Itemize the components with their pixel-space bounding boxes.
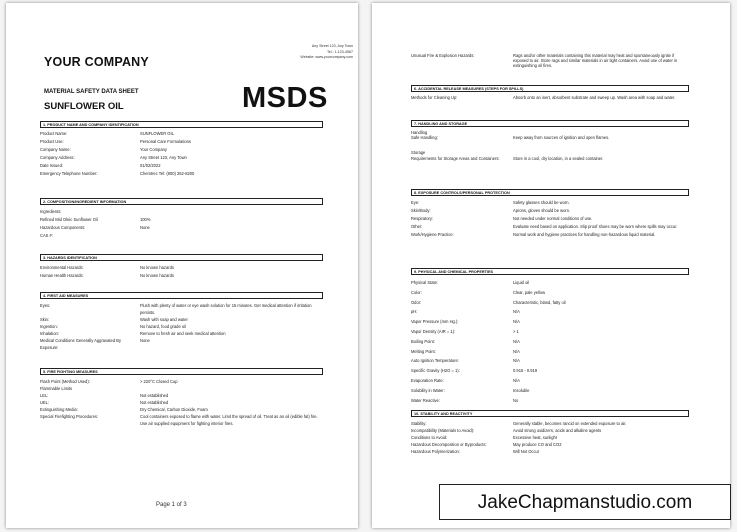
table-row	[411, 441, 689, 448]
field-label: Environmental Hazards:	[40, 265, 84, 270]
section-5-header: 5. FIRE FIGHTING MEASURES	[40, 368, 323, 375]
table-row	[40, 146, 323, 154]
field-value: Rags and/or other materials containing this material may heat and spontaneously ignite if exposed to air. Store rags and similar materials in air tight containers. Avoid use of water in extinguishing oil fires.	[513, 53, 678, 69]
table-row	[40, 337, 323, 351]
field-label: Product Use:	[40, 139, 64, 144]
table-row	[40, 154, 323, 162]
field-label: Company Name:	[40, 147, 71, 152]
section-2-rows	[40, 208, 323, 240]
section-5-rows	[40, 378, 323, 427]
field-label: Hazardous Decomposition or Byproducts:	[411, 442, 487, 447]
field-value: Characteristic, bland, fatty oil	[513, 299, 566, 305]
table-row	[411, 95, 689, 100]
section-3-rows	[40, 264, 323, 280]
table-row	[40, 385, 323, 392]
section-7-header: 7. HANDLING AND STORAGE	[411, 120, 689, 127]
field-value: N/A	[513, 309, 520, 315]
field-label: Flammable Limits	[40, 386, 73, 391]
table-row	[40, 302, 323, 316]
field-label: Boiling Point:	[411, 338, 435, 344]
table-row	[40, 413, 323, 427]
field-label: Respiratory:	[411, 216, 434, 221]
table-row	[411, 199, 689, 207]
company-address	[241, 44, 353, 61]
field-label: Odor:	[411, 299, 422, 305]
table-row	[40, 399, 323, 406]
table-row	[40, 272, 323, 280]
table-row	[411, 448, 689, 455]
field-value: 01/02/2022	[140, 163, 161, 168]
field-value: No known hazards	[140, 265, 174, 270]
field-value: Dry Chemical, Carbon Dioxide, Foam	[140, 407, 208, 412]
table-row	[40, 406, 323, 413]
field-value: Your Company	[140, 147, 167, 152]
table-row	[411, 356, 689, 366]
table-row	[40, 232, 323, 240]
field-value: N/A	[513, 358, 520, 364]
section-8-header: 8. EXPOSURE CONTROLS/PERSONAL PROTECTION	[411, 189, 689, 196]
field-value: Excessive heat, sunlight	[513, 435, 557, 440]
msds-badge: MSDS	[242, 82, 328, 114]
field-label: Evaporation Rate:	[411, 377, 444, 383]
section-10-header: 10. STABILITY AND REACTIVITY	[411, 410, 689, 417]
table-row	[40, 330, 323, 337]
field-label: Hazardous Components:	[40, 225, 86, 230]
field-value: 100%	[140, 217, 151, 222]
field-label: Ingestion:	[40, 324, 58, 329]
field-value: Personal Care Formulations	[140, 139, 191, 144]
field-label: UEL:	[40, 400, 50, 405]
field-label: pH:	[411, 309, 418, 315]
table-row	[40, 224, 323, 232]
field-value: N/A	[513, 377, 520, 383]
field-label: Work/Hygiene Practice:	[411, 232, 454, 237]
table-row	[411, 396, 689, 406]
section-9-header: 9. PHYSICAL AND CHEMICAL PROPERTIES	[411, 268, 689, 275]
field-value: No known hazards	[140, 273, 174, 278]
field-label: Incompatibility (Materials to Avoid):	[411, 428, 475, 433]
field-value: Aprons, gloves should be worn.	[513, 208, 571, 213]
section-4-rows	[40, 302, 323, 351]
field-label: Methods for Cleaning Up:	[411, 95, 458, 100]
table-row	[40, 170, 323, 178]
field-label: Water Reactive:	[411, 397, 440, 403]
watermark: JakeChapmanstudio.com	[439, 484, 731, 520]
table-row	[411, 278, 689, 288]
field-label: Refined Mid Oleic Sunflower Oil	[40, 217, 98, 222]
field-label: Emergency Telephone Number:	[40, 171, 98, 176]
section-3-header: 3. HAZARDS IDENTIFICATION	[40, 254, 323, 261]
table-row	[40, 162, 323, 170]
table-row	[411, 366, 689, 376]
table-row	[411, 337, 689, 347]
table-row	[40, 378, 323, 385]
handling-label: Handling	[411, 130, 428, 135]
field-value: 0.915 - 0.919	[513, 368, 538, 374]
field-value: Store in a cool, dry location, in a sealed container.	[513, 155, 604, 161]
field-label: Physical State:	[411, 280, 439, 285]
section-2-header: 2. COMPOSITION/INGREDIENT INFORMATION	[40, 198, 323, 205]
field-value: No hazard, food grade oil	[140, 324, 186, 329]
table-row	[40, 316, 323, 323]
field-label: Medical Conditions Generally Aggravated By Exposure:	[40, 338, 122, 350]
section-9-rows	[411, 278, 689, 405]
page-number: Page 1 of 3	[156, 502, 187, 508]
table-row	[411, 307, 689, 317]
field-label: Eyes:	[40, 303, 51, 308]
field-value: Keep away from sources of ignition and open flames.	[513, 135, 610, 141]
field-label: Vapor Pressure (mm Hg.):	[411, 319, 459, 325]
field-value	[140, 385, 323, 392]
table-row	[411, 298, 689, 308]
field-label: Company Address:	[40, 155, 75, 160]
address-line: Website: www.yourcompany.com	[300, 55, 353, 60]
field-value: Cool containers exposed to flame with water. Limit the spread of oil. Treat as an oil (edible fat) fire. Use air supplied equipment for fighting interior fires.	[140, 414, 318, 426]
field-label: Flash Point (Method Used):	[40, 379, 90, 384]
field-label: Requirements for Storage Areas and Containers:	[411, 155, 500, 161]
table-row	[40, 323, 323, 330]
field-value: N/A	[513, 348, 520, 354]
field-label: Unusual Fire & Explosion Hazards:	[411, 53, 475, 58]
table-row	[411, 135, 689, 140]
table-row	[411, 434, 689, 441]
field-value: Any Street 123, Any Town	[140, 155, 187, 160]
field-value: Will Not Occur	[513, 449, 540, 454]
field-label: Solubility in Water:	[411, 387, 445, 393]
table-row	[411, 317, 689, 327]
table-row	[411, 347, 689, 357]
table-row	[411, 207, 689, 215]
product-title: SUNFLOWER OIL	[44, 101, 124, 112]
table-row	[411, 223, 689, 231]
field-value: Insoluble	[513, 387, 530, 393]
section-1-header: 1. PRODUCT NAME AND COMPANY IDENTIFICATION	[40, 121, 323, 128]
table-row	[40, 130, 323, 138]
field-value: Generally stable, becomes rancid on extended exposure to air.	[513, 421, 627, 426]
field-value: > 220°C Closed Cup	[140, 379, 178, 384]
table-row	[40, 138, 323, 146]
field-label: Auto Ignition Temperature:	[411, 358, 459, 364]
field-label: Skin/Body:	[411, 208, 431, 213]
field-label: Stability:	[411, 421, 427, 426]
section-7-body	[411, 130, 689, 161]
field-value: May produce CO and CO2	[513, 442, 562, 447]
section-4-header: 4. FIRST AID MEASURES	[40, 292, 323, 299]
field-label: Melting Point:	[411, 348, 436, 354]
field-value	[140, 232, 323, 240]
field-value: Not needed under normal conditions of use.	[513, 216, 593, 221]
field-label: Other:	[411, 224, 423, 229]
field-value	[140, 208, 323, 216]
field-value: Safety glasses should be worn.	[513, 200, 570, 205]
table-row	[40, 264, 323, 272]
table-row	[411, 53, 689, 69]
field-value: Absorb onto an inert, absorbent substrate and sweep up. Wash area with soap and water.	[513, 95, 676, 100]
field-label: Color:	[411, 289, 422, 295]
table-row	[411, 427, 689, 434]
table-row	[411, 231, 689, 239]
table-row	[40, 392, 323, 399]
field-label: Inhalation:	[40, 331, 59, 336]
field-value: Not established	[140, 393, 169, 398]
field-value: Not established	[140, 400, 169, 405]
field-label: Skin:	[40, 317, 50, 322]
table-row	[411, 376, 689, 386]
table-row	[411, 420, 689, 427]
section-6-rows	[411, 95, 689, 100]
field-value: Remove to fresh air and seek medical attention	[140, 331, 226, 336]
section-10-rows	[411, 420, 689, 455]
field-label: Safe Handling:	[411, 135, 438, 141]
fire-hazards-rows	[411, 53, 689, 69]
field-label: CAS #:	[40, 233, 53, 238]
field-value: Flush with plenty of water or eye wash solution for 15 minutes. Get medical attention if irritation persists.	[140, 303, 312, 315]
field-value: N/A	[513, 319, 520, 325]
table-row	[411, 288, 689, 298]
field-label: Eye:	[411, 200, 420, 205]
field-value: Chemtrec Tel: (800) 262-8200	[140, 171, 195, 176]
table-row	[40, 208, 323, 216]
field-label: Extinguishing Media:	[40, 407, 78, 412]
field-value: No	[513, 397, 519, 403]
section-8-rows	[411, 199, 689, 239]
field-value: Normal work and hygiene practices for handling non-hazardous liquid material.	[513, 232, 656, 237]
document-title: MATERIAL SAFETY DATA SHEET	[44, 89, 139, 95]
field-label: LEL:	[40, 393, 49, 398]
company-name: YOUR COMPANY	[44, 55, 149, 69]
field-label: Date Issued:	[40, 163, 63, 168]
field-label: Special Firefighting Procedures:	[40, 414, 99, 419]
table-row	[411, 327, 689, 337]
table-row	[40, 216, 323, 224]
table-row	[411, 386, 689, 396]
field-label: Specific Gravity (H2O = 1):	[411, 368, 460, 374]
table-row	[411, 215, 689, 223]
field-label: Product Name:	[40, 131, 68, 136]
field-label: Human Health Hazards:	[40, 273, 84, 278]
table-row	[411, 156, 689, 161]
field-value: Liquid oil	[513, 280, 530, 285]
section-1-rows	[40, 130, 323, 178]
field-label: Vapor Density (AIR = 1):	[411, 328, 456, 334]
field-value: > 1	[513, 328, 519, 334]
field-value: N/A	[513, 338, 520, 344]
field-value: Clear, pale yellow	[513, 289, 546, 295]
storage-label: Storage	[411, 150, 426, 156]
address-line: Tel.: 1-123-4567	[327, 49, 353, 54]
sds-page-2	[372, 3, 730, 528]
address-line: Any Street 123, Any Town	[311, 44, 353, 48]
section-6-header: 6. ACCIDENTAL RELEASE MEASURES (STEPS FOR SPILLS)	[411, 85, 689, 92]
sds-page-1	[6, 3, 358, 528]
field-label: Ingredients:	[40, 209, 62, 214]
storage-rows	[411, 156, 689, 161]
field-value: None	[140, 338, 150, 343]
field-value: None	[140, 225, 150, 230]
field-value: Wash with soap and water	[140, 317, 188, 322]
field-label: Conditions to Avoid:	[411, 435, 448, 440]
field-value: Evaluate need based on application. Slip proof shoes may be worn where spills may occur.	[513, 224, 678, 229]
handling-rows	[411, 135, 689, 140]
field-value: SUNFLOWER OIL	[140, 131, 174, 136]
field-value: Avoid strong oxidizers, acids and alkaline agents	[513, 428, 602, 433]
field-label: Hazardous Polymerization:	[411, 449, 460, 454]
